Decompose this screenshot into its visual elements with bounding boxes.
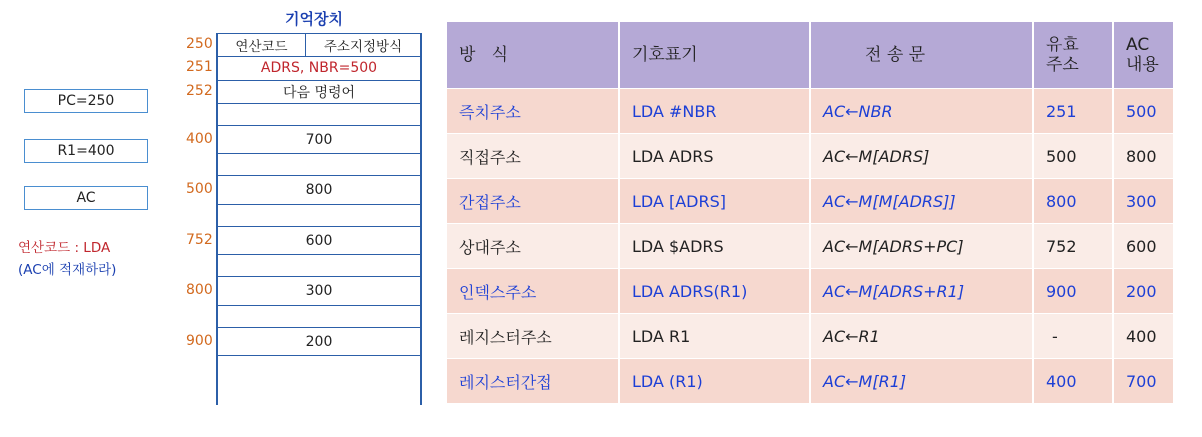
memory-cell (218, 125, 420, 154)
cell-effective-address: - (1033, 314, 1113, 359)
memory-cell (218, 33, 420, 56)
memory-cell (218, 80, 420, 103)
pc-register (24, 89, 148, 113)
pc-register-label: PC=250 (57, 93, 115, 109)
memory-title: 기억장치 (285, 10, 343, 28)
cell-effective-address: 900 (1033, 269, 1113, 314)
table-body (447, 89, 1173, 404)
memory-cell (218, 153, 420, 175)
cell-mode: 즉치주소 (447, 89, 619, 134)
memory-opcode-cell: 연산코드 (218, 34, 306, 56)
memory-cell (218, 276, 420, 305)
memory-cell-value: 300 (305, 283, 333, 300)
cell-effective-address: 400 (1033, 359, 1113, 404)
cell-notation: LDA [ADRS] (619, 179, 810, 224)
memory-address: 900 (186, 332, 213, 349)
cell-ac-content: 600 (1113, 224, 1173, 269)
table-header-row (447, 22, 1173, 89)
table-row (447, 134, 1173, 179)
memory-address: 252 (186, 82, 213, 99)
cell-ac-content: 200 (1113, 269, 1173, 314)
memory-cell-value: 200 (305, 333, 333, 350)
cell-ac-content: 700 (1113, 359, 1173, 404)
cell-effective-address: 752 (1033, 224, 1113, 269)
cell-notation: LDA ADRS (619, 134, 810, 179)
memory-cell (218, 56, 420, 79)
header-ac-content: AC 내용 (1113, 22, 1173, 89)
cell-transfer: AC←M[ADRS] (810, 134, 1033, 179)
header-effective-address: 유효 주소 (1033, 22, 1113, 89)
memory-cell-value: 600 (305, 232, 333, 249)
table-row (447, 179, 1173, 224)
memory-cell (218, 226, 420, 255)
r1-register (24, 139, 148, 163)
memory-cell-value: 800 (305, 182, 333, 199)
cell-mode: 직접주소 (447, 134, 619, 179)
ac-register-label: AC (76, 190, 96, 206)
cell-effective-address: 500 (1033, 134, 1113, 179)
memory-cell (218, 175, 420, 204)
addressing-mode-table (447, 22, 1173, 403)
memory-cell (218, 254, 420, 276)
memory-cell (218, 327, 420, 356)
memory-cell (218, 204, 420, 226)
cell-notation: LDA #NBR (619, 89, 810, 134)
memory-address: 800 (186, 282, 213, 299)
cell-ac-content: 800 (1113, 134, 1173, 179)
cell-mode: 레지스터주소 (447, 314, 619, 359)
memory-block (216, 33, 422, 405)
table-row (447, 224, 1173, 269)
header-notation: 기호표기 (619, 22, 810, 89)
cell-notation: LDA ADRS(R1) (619, 269, 810, 314)
cell-notation: LDA R1 (619, 314, 810, 359)
memory-address: 400 (186, 130, 213, 147)
memory-address: 251 (186, 59, 213, 76)
cell-notation: LDA (R1) (619, 359, 810, 404)
opcode-note: 연산코드 : LDA (18, 240, 111, 256)
memory-cell (218, 103, 420, 125)
memory-address: 500 (186, 181, 213, 198)
memory-mode-cell: 주소지정방식 (323, 39, 403, 56)
r1-register-label: R1=400 (57, 143, 115, 159)
memory-cell-value: ADRS, NBR=500 (260, 60, 378, 77)
memory-address: 250 (186, 36, 213, 52)
memory-address: 752 (186, 231, 213, 248)
memory-cell (218, 305, 420, 327)
cell-transfer: AC←NBR (810, 89, 1033, 134)
cell-effective-address: 800 (1033, 179, 1113, 224)
memory-cell-value: 700 (305, 131, 333, 148)
cell-ac-content: 300 (1113, 179, 1173, 224)
ac-register (24, 186, 148, 210)
table-row (447, 314, 1173, 359)
table-row (447, 269, 1173, 314)
memory-bottom-line (218, 355, 420, 356)
cell-mode: 인덱스주소 (447, 269, 619, 314)
cell-transfer: AC←M[R1] (810, 359, 1033, 404)
cell-mode: 간접주소 (447, 179, 619, 224)
cell-mode: 레지스터간접 (447, 359, 619, 404)
table-row (447, 89, 1173, 134)
table-row (447, 359, 1173, 404)
cell-ac-content: 400 (1113, 314, 1173, 359)
opcode-desc: (AC에 적재하라) (18, 262, 117, 278)
cell-ac-content: 500 (1113, 89, 1173, 134)
header-mode: 방 식 (447, 22, 619, 89)
memory-cell-value: 다음 명령어 (282, 84, 356, 101)
cell-transfer: AC←M[ADRS+R1] (810, 269, 1033, 314)
cell-transfer: AC←M[ADRS+PC] (810, 224, 1033, 269)
cell-mode: 상대주소 (447, 224, 619, 269)
cell-transfer: AC←R1 (810, 314, 1033, 359)
cell-transfer: AC←M[M[ADRS]] (810, 179, 1033, 224)
cell-effective-address: 251 (1033, 89, 1113, 134)
cell-notation: LDA $ADRS (619, 224, 810, 269)
header-transfer: 전 송 문 (810, 22, 1033, 89)
